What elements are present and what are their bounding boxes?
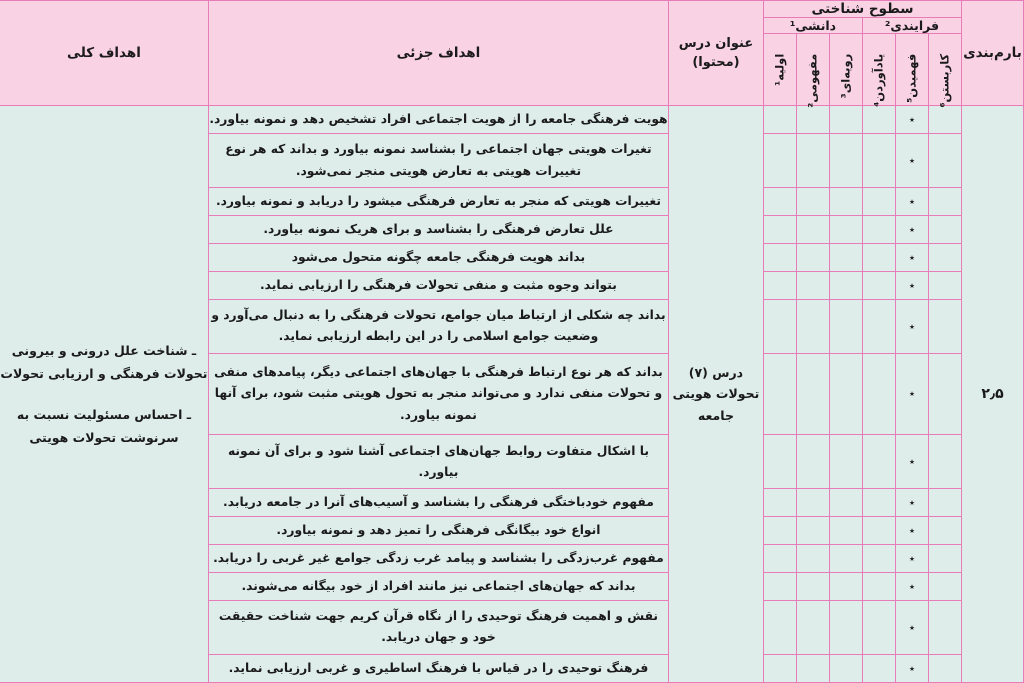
mark-cell-raviei[interactable] — [830, 133, 863, 187]
mark-cell-mafhoomi[interactable] — [797, 517, 830, 545]
mark-cell-avalie[interactable] — [763, 106, 796, 134]
mark-cell-fahmidan[interactable]: ٭ — [896, 188, 929, 216]
mark-cell-karbastan[interactable] — [929, 216, 962, 244]
mark-cell-karbastan[interactable] — [929, 600, 962, 654]
mark-cell-raviei[interactable] — [830, 216, 863, 244]
objective-cell: بداند که هر نوع ارتباط فرهنگی با جهان‌های اجتماعی دیگر، پیامدهای منفی و تحولات منفی ندارد و می‌تواند منجر به تحول هویتی مثبت شود، برای آنها نمونه بیاورد. — [208, 353, 668, 434]
objective-cell: تغییرات هویتی که منجر به تعارض فرهنگی میشود را دریابد و نمونه بیاورد. — [208, 188, 668, 216]
mark-cell-mafhoomi[interactable] — [797, 216, 830, 244]
table-body — [0, 106, 1024, 683]
header-col-raviei-label: رویه‌ای³ — [838, 53, 853, 99]
objective-cell: انواع خود بیگانگی فرهنگی را تمیز دهد و نمونه بیاورد. — [208, 517, 668, 545]
mark-cell-yadavardan[interactable] — [863, 572, 896, 600]
mark-cell-fahmidan[interactable]: ٭ — [896, 489, 929, 517]
mark-cell-raviei[interactable] — [830, 489, 863, 517]
mark-cell-avalie[interactable] — [763, 517, 796, 545]
mark-cell-fahmidan[interactable]: ٭ — [896, 353, 929, 434]
mark-cell-karbastan[interactable] — [929, 299, 962, 353]
mark-cell-fahmidan[interactable]: ٭ — [896, 517, 929, 545]
mark-cell-raviei[interactable] — [830, 572, 863, 600]
header-col-mafhoomi-label: مفهومی² — [805, 53, 820, 108]
mark-cell-yadavardan[interactable] — [863, 243, 896, 271]
mark-cell-fahmidan[interactable]: ٭ — [896, 106, 929, 134]
header-col-karbastan-label: کاربستن⁶ — [937, 53, 952, 108]
mark-cell-avalie[interactable] — [763, 434, 796, 488]
mark-cell-mafhoomi[interactable] — [797, 299, 830, 353]
header-cognitive-levels: سطوح شناختی — [763, 1, 961, 18]
general-objective-item: ـ احساس مسئولیت نسبت به سرنوشت تحولات هویتی — [16, 407, 191, 446]
mark-cell-karbastan[interactable] — [929, 434, 962, 488]
header-group-farayandi: فرایندی² — [863, 18, 962, 34]
header-col-avalie — [763, 34, 796, 106]
mark-cell-avalie[interactable] — [763, 243, 796, 271]
mark-cell-avalie[interactable] — [763, 188, 796, 216]
mark-cell-raviei[interactable] — [830, 271, 863, 299]
mark-cell-yadavardan[interactable] — [863, 188, 896, 216]
header-col-raviei — [830, 34, 863, 106]
mark-cell-yadavardan[interactable] — [863, 133, 896, 187]
header-col-fahmidan — [896, 34, 929, 106]
header-col-karbastan — [929, 34, 962, 106]
mark-cell-fahmidan[interactable]: ٭ — [896, 216, 929, 244]
mark-cell-karbastan[interactable] — [929, 188, 962, 216]
mark-cell-avalie[interactable] — [763, 489, 796, 517]
objective-cell: نقش و اهمیت فرهنگ توحیدی را از نگاه قرآن کریم جهت شناخت حقیقت خود و جهان دریابد. — [208, 600, 668, 654]
mark-cell-mafhoomi[interactable] — [797, 133, 830, 187]
header-col-avalie-label: اولیه¹ — [772, 53, 787, 86]
header-col-fahmidan-label: فهمیدن⁵ — [904, 53, 919, 103]
objective-cell: بداند که جهان‌های اجتماعی نیز مانند افراد از خود بیگانه می‌شوند. — [208, 572, 668, 600]
mark-cell-fahmidan[interactable]: ٭ — [896, 434, 929, 488]
objective-cell: فرهنگ توحیدی را در قیاس با فرهنگ اساطیری و غربی ارزیابی نماید. — [208, 655, 668, 683]
header-col-mafhoomi — [797, 34, 830, 106]
mark-cell-yadavardan[interactable] — [863, 434, 896, 488]
mark-cell-karbastan[interactable] — [929, 545, 962, 573]
mark-cell-mafhoomi[interactable] — [797, 106, 830, 134]
score-cell: ۲٫۵ — [962, 106, 1024, 683]
objective-cell: تغیرات هویتی جهان اجتماعی را بشناسد نمونه بیاورد و بداند که هر نوع تغییرات هویتی به تعارض هویتی منجر نمی‌شود. — [208, 133, 668, 187]
mark-cell-karbastan[interactable] — [929, 517, 962, 545]
mark-cell-karbastan[interactable] — [929, 271, 962, 299]
mark-cell-yadavardan[interactable] — [863, 655, 896, 683]
objective-cell: علل تعارض فرهنگی را بشناسد و برای هریک نمونه بیاورد. — [208, 216, 668, 244]
mark-cell-avalie[interactable] — [763, 353, 796, 434]
objective-cell: مفهوم خودباختگی فرهنگی را بشناسد و آسیب‌های آنرا در جامعه دریابد. — [208, 489, 668, 517]
mark-cell-mafhoomi[interactable] — [797, 572, 830, 600]
objective-cell: بداند چه شکلی از ارتباط میان جوامع، تحولات فرهنگی را به دنبال می‌آورد و وضعیت جوامع اسلامی را در این رابطه ارزیابی نماید. — [208, 299, 668, 353]
mark-cell-mafhoomi[interactable] — [797, 489, 830, 517]
mark-cell-yadavardan[interactable] — [863, 489, 896, 517]
mark-cell-mafhoomi[interactable] — [797, 600, 830, 654]
mark-cell-karbastan[interactable] — [929, 572, 962, 600]
mark-cell-mafhoomi[interactable] — [797, 188, 830, 216]
mark-cell-yadavardan[interactable] — [863, 353, 896, 434]
mark-cell-avalie[interactable] — [763, 655, 796, 683]
header-col-yadavardan-label: یادآوردن⁴ — [871, 53, 886, 107]
table-row — [0, 106, 1024, 134]
mark-cell-karbastan[interactable] — [929, 353, 962, 434]
mark-cell-karbastan[interactable] — [929, 489, 962, 517]
mark-cell-fahmidan[interactable]: ٭ — [896, 299, 929, 353]
header-general-objectives: اهداف کلی — [0, 1, 208, 106]
mark-cell-fahmidan[interactable]: ٭ — [896, 600, 929, 654]
mark-cell-avalie[interactable] — [763, 545, 796, 573]
header-group-danesh: دانشی¹ — [763, 18, 862, 34]
mark-cell-raviei[interactable] — [830, 188, 863, 216]
mark-cell-mafhoomi[interactable] — [797, 243, 830, 271]
mark-cell-yadavardan[interactable] — [863, 216, 896, 244]
objective-cell: بداند هویت فرهنگی جامعه چگونه متحول می‌شود — [208, 243, 668, 271]
mark-cell-avalie[interactable] — [763, 572, 796, 600]
mark-cell-raviei[interactable] — [830, 655, 863, 683]
general-objective-item: ـ شناخت علل درونی و بیرونی تحولات فرهنگی و ارزیابی تحولات — [0, 342, 208, 381]
mark-cell-fahmidan[interactable]: ٭ — [896, 572, 929, 600]
mark-cell-mafhoomi[interactable] — [797, 271, 830, 299]
mark-cell-mafhoomi[interactable] — [797, 353, 830, 434]
mark-cell-avalie[interactable] — [763, 600, 796, 654]
objective-cell: مفهوم غرب‌زدگی را بشناسد و پیامد غرب زدگی جوامع غیر غربی را دریابد. — [208, 545, 668, 573]
mark-cell-raviei[interactable] — [830, 517, 863, 545]
mark-cell-raviei[interactable] — [830, 600, 863, 654]
mark-cell-mafhoomi[interactable] — [797, 545, 830, 573]
mark-cell-yadavardan[interactable] — [863, 106, 896, 134]
objective-cell: با اشکال متفاوت روابط جهان‌های اجتماعی آشنا شود و برای آن نمونه بیاورد. — [208, 434, 668, 488]
mark-cell-fahmidan[interactable]: ٭ — [896, 133, 929, 187]
mark-cell-avalie[interactable] — [763, 271, 796, 299]
mark-cell-fahmidan[interactable]: ٭ — [896, 655, 929, 683]
mark-cell-raviei[interactable] — [830, 243, 863, 271]
header-row-1 — [0, 1, 1024, 18]
mark-cell-karbastan[interactable] — [929, 133, 962, 187]
header-partial-objectives: اهداف جزئی — [208, 1, 668, 106]
mark-cell-raviei[interactable] — [830, 299, 863, 353]
header-col-yadavardan — [863, 34, 896, 106]
mark-cell-raviei[interactable] — [830, 434, 863, 488]
mark-cell-avalie[interactable] — [763, 299, 796, 353]
objective-cell: بتواند وجوه مثبت و منفی تحولات فرهنگی را ارزیابی نماید. — [208, 271, 668, 299]
mark-cell-mafhoomi[interactable] — [797, 434, 830, 488]
mark-cell-avalie[interactable] — [763, 216, 796, 244]
mark-cell-yadavardan[interactable] — [863, 600, 896, 654]
header-barembandi: بارم‌بندی — [962, 1, 1024, 106]
mark-cell-raviei[interactable] — [830, 106, 863, 134]
objective-cell: هویت فرهنگی جامعه را از هویت اجتماعی افراد تشخیص دهد و نمونه بیاورد. — [208, 106, 668, 134]
header-lesson-title: عنوان درس (محتوا) — [668, 1, 763, 106]
mark-cell-raviei[interactable] — [830, 353, 863, 434]
mark-cell-yadavardan[interactable] — [863, 271, 896, 299]
table-header — [0, 1, 1024, 106]
mark-cell-fahmidan[interactable]: ٭ — [896, 271, 929, 299]
mark-cell-fahmidan[interactable]: ٭ — [896, 243, 929, 271]
mark-cell-raviei[interactable] — [830, 545, 863, 573]
mark-cell-avalie[interactable] — [763, 133, 796, 187]
mark-cell-fahmidan[interactable]: ٭ — [896, 545, 929, 573]
mark-cell-karbastan[interactable] — [929, 243, 962, 271]
general-objectives-cell — [0, 106, 208, 683]
lesson-title-cell: درس (۷) تحولات هویتی جامعه — [668, 106, 763, 683]
mark-cell-yadavardan[interactable] — [863, 517, 896, 545]
mark-cell-yadavardan[interactable] — [863, 299, 896, 353]
mark-cell-yadavardan[interactable] — [863, 545, 896, 573]
mark-cell-karbastan[interactable] — [929, 106, 962, 134]
mark-cell-mafhoomi[interactable] — [797, 655, 830, 683]
mark-cell-karbastan[interactable] — [929, 655, 962, 683]
